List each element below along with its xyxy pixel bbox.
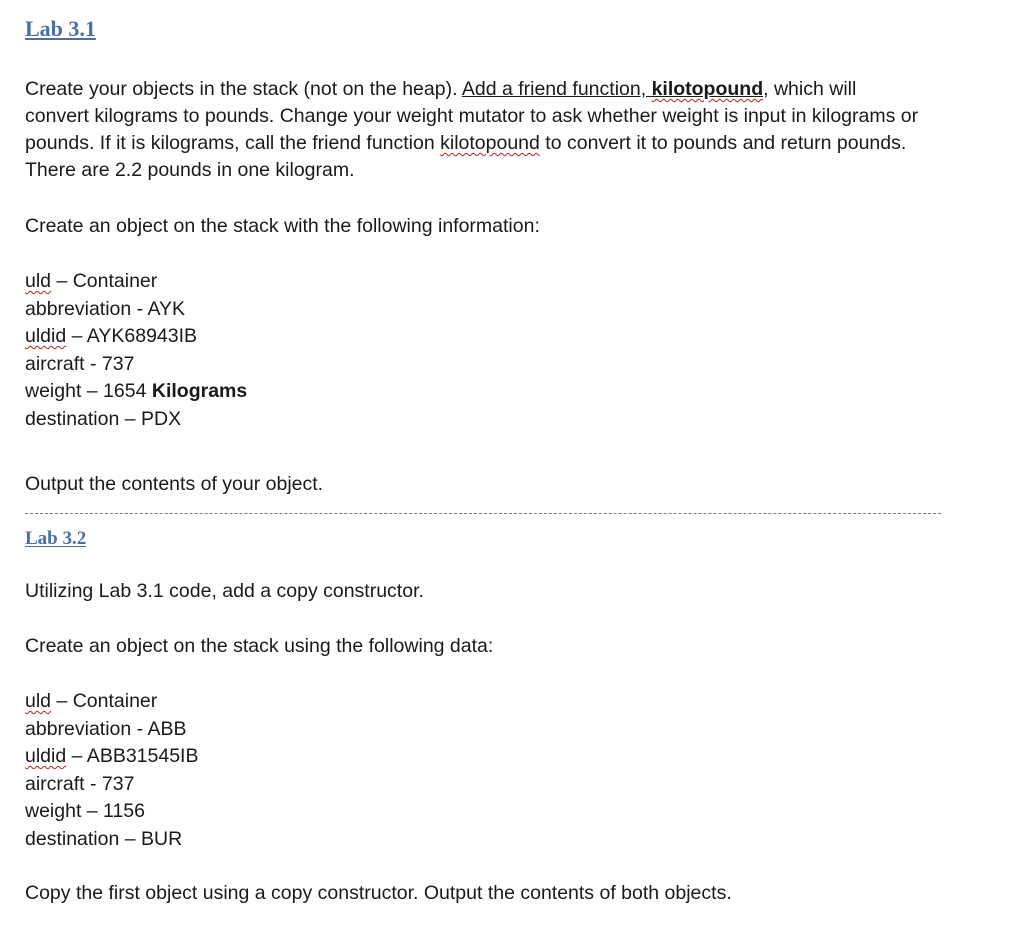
friend-function-underlined-text: Add a friend function, kilotopound xyxy=(461,78,764,100)
intro-line-3: pounds. If it is kilograms, call the friend function kilotopound to convert it to pounds and return pounds. xyxy=(25,132,907,154)
kilotopound-bold-term: kilotopound xyxy=(651,78,764,100)
lab-3-2-create-object-text: Create an object on the stack using the following data: xyxy=(25,635,494,657)
field-destination: destination – PDX xyxy=(25,407,182,430)
uldid-key: uldid xyxy=(25,745,67,767)
intro-line-1 xyxy=(25,76,918,103)
lab-3-1-intro-paragraph xyxy=(25,76,918,184)
intro-sentence-1: Create your objects in the stack (not on the heap). xyxy=(25,78,462,100)
field-weight: weight – 1654 Kilograms xyxy=(25,380,248,402)
intro-line-4: There are 2.2 pounds in one kilogram. xyxy=(25,159,355,181)
field-aircraft: aircraft - 737 xyxy=(25,772,135,795)
intro-line-2: convert kilograms to pounds. Change your weight mutator to ask whether weight is input in kilograms or xyxy=(25,105,919,127)
lab-3-2-copy-text: Copy the first object using a copy constructor. Output the contents of both objects. xyxy=(25,882,732,904)
field-uld: uld – Container xyxy=(25,690,158,712)
lab-3-2-field-list xyxy=(25,688,198,853)
field-uldid: uldid – AYK68943IB xyxy=(25,325,198,347)
lab-3-1-create-object-text: Create an object on the stack with the following information: xyxy=(25,215,540,237)
section-divider xyxy=(25,513,941,514)
lab-3-1-field-list xyxy=(25,268,247,433)
lab-3-1-heading: Lab 3.1 xyxy=(25,16,96,41)
uld-key: uld xyxy=(25,270,52,292)
field-destination: destination – BUR xyxy=(25,827,183,850)
field-abbreviation: abbreviation - AYK xyxy=(25,297,186,320)
intro-sentence-1-end: , which will xyxy=(763,78,857,100)
field-abbreviation: abbreviation - ABB xyxy=(25,717,187,740)
lab-3-1-output-text: Output the contents of your object. xyxy=(25,473,324,495)
lab-3-2-utilize-text: Utilizing Lab 3.1 code, add a copy constructor. xyxy=(25,580,424,602)
kilotopound-term: kilotopound xyxy=(440,132,540,154)
uldid-key: uldid xyxy=(25,325,67,347)
field-weight: weight – 1156 xyxy=(25,800,145,822)
field-uld: uld – Container xyxy=(25,270,158,292)
uld-key: uld xyxy=(25,690,52,712)
field-aircraft: aircraft - 737 xyxy=(25,352,135,375)
lab-3-2-heading: Lab 3.2 xyxy=(25,528,87,549)
field-uldid: uldid – ABB31545IB xyxy=(25,745,199,767)
weight-unit-kilograms: Kilograms xyxy=(151,380,248,402)
